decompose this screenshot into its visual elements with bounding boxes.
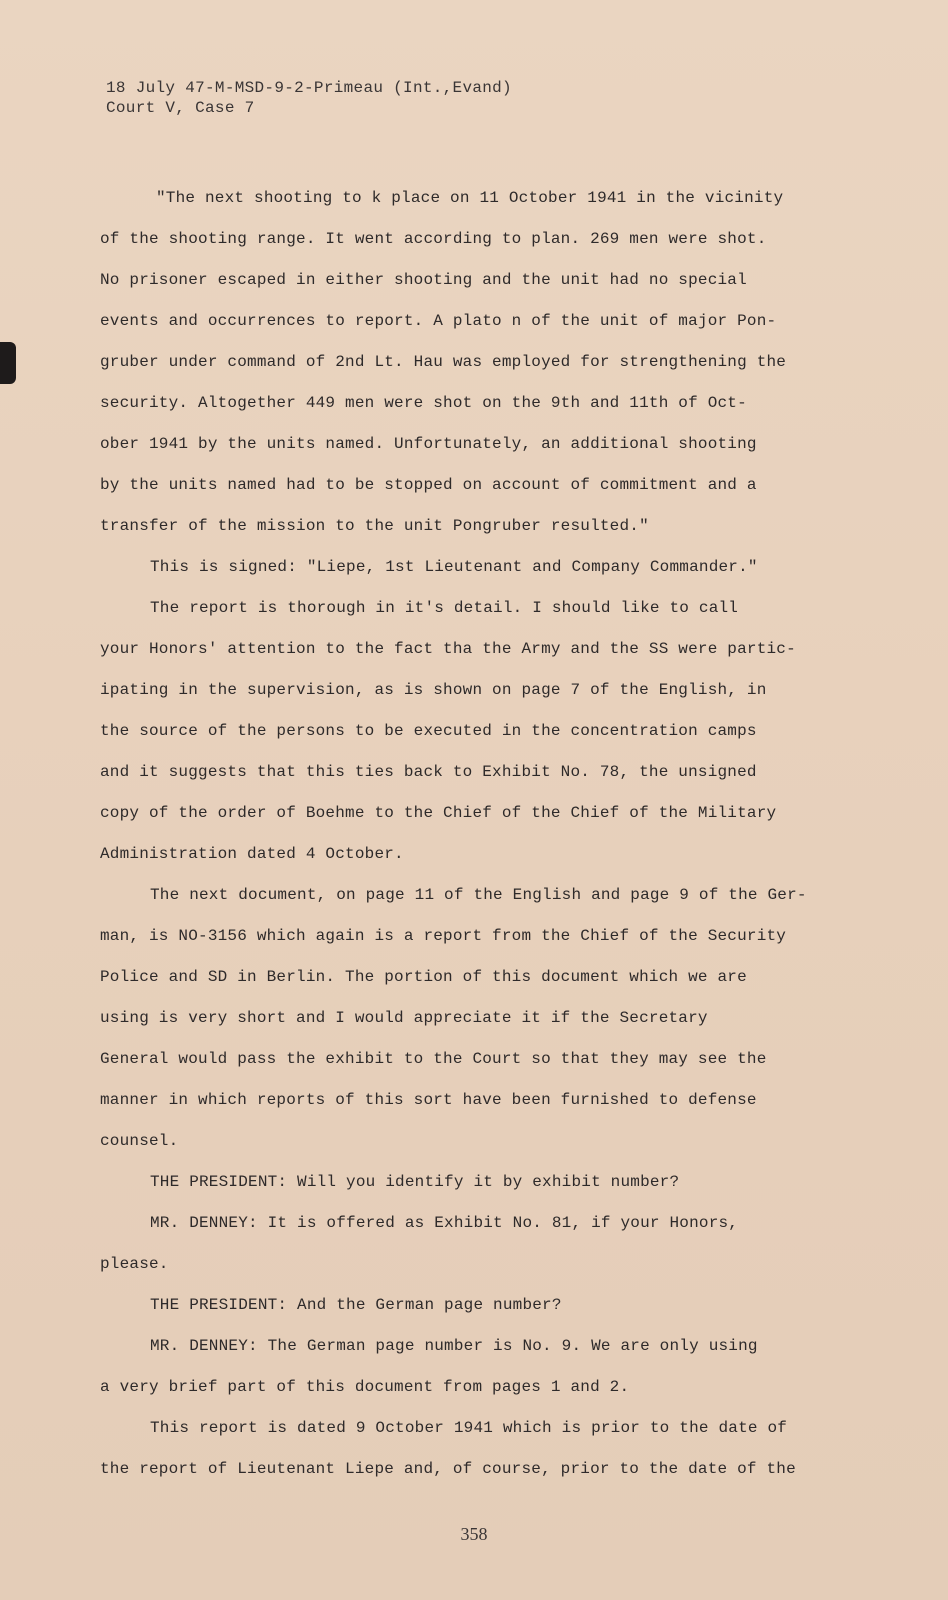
transcript-line: Administration dated 4 October.	[100, 845, 404, 863]
transcript-line: The report is thorough in it's detail. I should like to call	[150, 599, 739, 617]
transcript-line: General would pass the exhibit to the Court so that they may see the	[100, 1050, 767, 1068]
binding-mark	[0, 342, 16, 384]
transcript-line: THE PRESIDENT: Will you identify it by exhibit number?	[150, 1173, 680, 1191]
transcript-line: gruber under command of 2nd Lt. Hau was employed for strengthening the	[100, 353, 787, 371]
transcript-line: the report of Lieutenant Liepe and, of course, prior to the date of the	[100, 1460, 796, 1478]
transcript-line: by the units named had to be stopped on account of commitment and a	[100, 476, 757, 494]
transcript-line: This report is dated 9 October 1941 which is prior to the date of	[150, 1419, 788, 1437]
transcript-line: ober 1941 by the units named. Unfortunately, an additional shooting	[100, 435, 757, 453]
transcript-line: man, is NO-3156 which again is a report from the Chief of the Security	[100, 927, 787, 945]
transcript-line: Police and SD in Berlin. The portion of this document which we are	[100, 968, 747, 986]
transcript-line: a very brief part of this document from pages 1 and 2.	[100, 1378, 630, 1396]
transcript-line: "The next shooting to k place on 11 October 1941 in the vicinity	[156, 189, 784, 207]
transcript-line: events and occurrences to report. A plato n of the unit of major Pon-	[100, 312, 777, 330]
transcript-line: MR. DENNEY: It is offered as Exhibit No. 81, if your Honors,	[150, 1214, 739, 1232]
transcript-line: The next document, on page 11 of the English and page 9 of the Ger-	[150, 886, 807, 904]
transcript-line: security. Altogether 449 men were shot on the 9th and 11th of Oct-	[100, 394, 747, 412]
transcript-line: ipating in the supervision, as is shown on page 7 of the English, in	[100, 681, 767, 699]
header-reference-line: 18 July 47-M-MSD-9-2-Primeau (Int.,Evand)	[106, 79, 512, 97]
transcript-line: MR. DENNEY: The German page number is No. 9. We are only using	[150, 1337, 758, 1355]
transcript-line: please.	[100, 1255, 169, 1273]
transcript-line: THE PRESIDENT: And the German page number?	[150, 1296, 562, 1314]
transcript-line: copy of the order of Boehme to the Chief of the Chief of the Military	[100, 804, 777, 822]
transcript-line: transfer of the mission to the unit Pongruber resulted."	[100, 517, 649, 535]
document-header	[106, 78, 512, 118]
transcript-line: the source of the persons to be executed in the concentration camps	[100, 722, 757, 740]
transcript-body	[100, 178, 835, 1490]
transcript-line: No prisoner escaped in either shooting and the unit had no special	[100, 271, 747, 289]
transcript-line: counsel.	[100, 1132, 179, 1150]
transcript-line: and it suggests that this ties back to Exhibit No. 78, the unsigned	[100, 763, 757, 781]
transcript-line: your Honors' attention to the fact tha the Army and the SS were partic-	[100, 640, 796, 658]
transcript-line: of the shooting range. It went according to plan. 269 men were shot.	[100, 230, 767, 248]
transcript-line: manner in which reports of this sort have been furnished to defense	[100, 1091, 757, 1109]
header-court-line: Court V, Case 7	[106, 99, 255, 117]
page-number: 358	[460, 1524, 488, 1544]
transcript-line: This is signed: "Liepe, 1st Lieutenant and Company Commander."	[150, 558, 758, 576]
transcript-line: using is very short and I would appreciate it if the Secretary	[100, 1009, 708, 1027]
